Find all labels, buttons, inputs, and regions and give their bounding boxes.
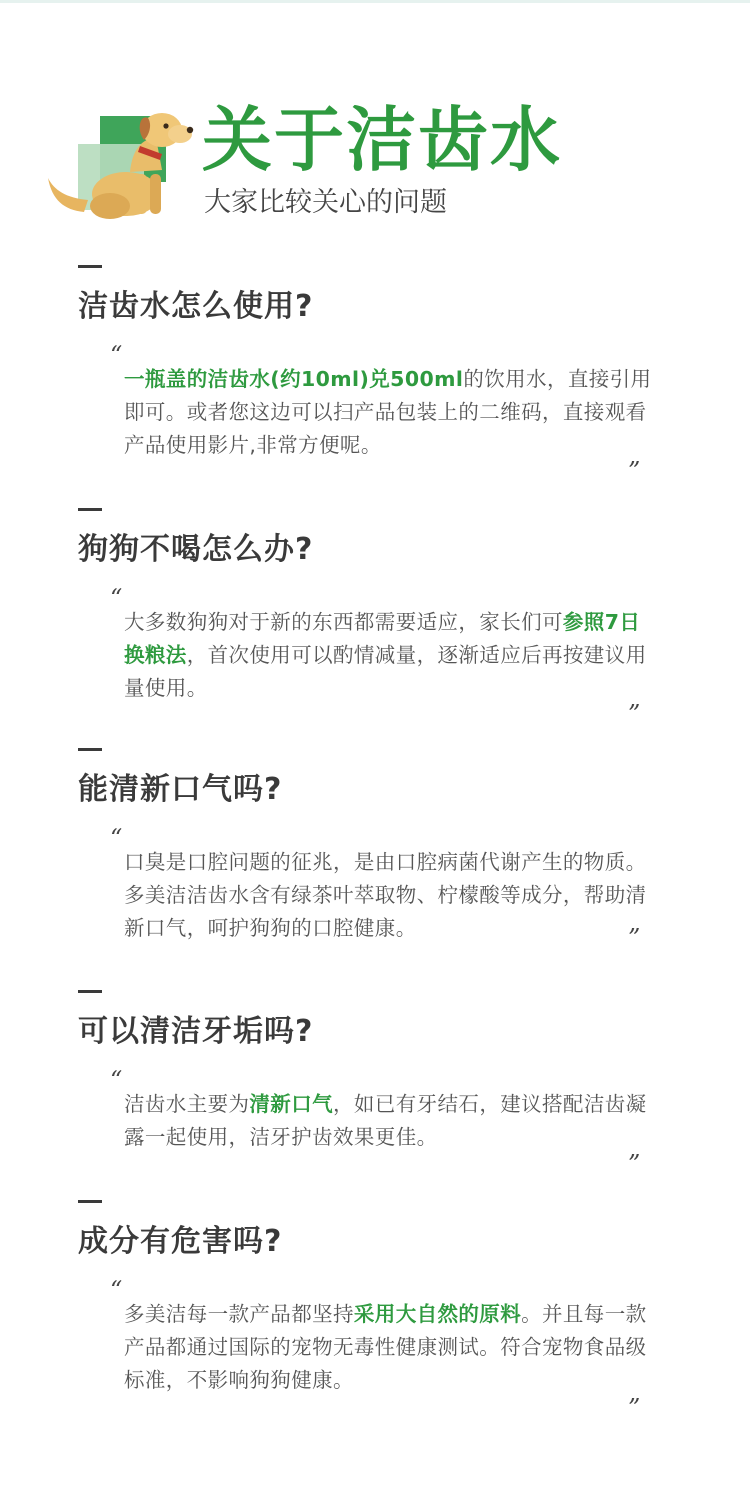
answer-text: 大多数狗狗对于新的东西都需要适应，家长们可	[124, 610, 563, 634]
answer-text: ，如已有牙结石，建议搭配洁齿凝露一起使用，洁牙护齿效果更佳。	[124, 1092, 647, 1149]
answer-highlight: 采用大自然的原料	[353, 1302, 522, 1326]
faq-question: 可以清洁牙垢吗?	[78, 1014, 314, 1049]
faq-item	[0, 508, 750, 733]
divider	[78, 508, 102, 511]
close-quote-icon: ”	[628, 1150, 641, 1178]
faq-answer	[124, 606, 654, 705]
faq-answer	[124, 1298, 654, 1397]
open-quote-icon: “	[110, 584, 123, 612]
answer-text: 口臭是口腔问题的征兆，是由口腔病菌代谢产生的物质。多美洁洁齿水含有绿茶叶萃取物、柠檬酸等成分，帮助清新口气，呵护狗狗的口腔健康。	[124, 850, 647, 940]
faq-answer	[124, 846, 654, 945]
faq-item	[0, 1200, 750, 1430]
faq-answer	[124, 1088, 654, 1154]
faq-item	[0, 265, 750, 490]
answer-highlight: 一瓶盖的洁齿水(约10ml)兑500ml	[124, 367, 464, 391]
faq-item	[0, 748, 750, 958]
divider	[78, 1200, 102, 1203]
faq-item	[0, 990, 750, 1180]
page-title: 关于洁齿水	[202, 99, 562, 181]
close-quote-icon: ”	[628, 457, 641, 485]
faq-question: 成分有危害吗?	[78, 1224, 283, 1259]
page-subtitle: 大家比较关心的问题	[204, 187, 447, 218]
close-quote-icon: ”	[628, 1394, 641, 1422]
faq-question: 洁齿水怎么使用?	[78, 289, 314, 324]
divider	[78, 748, 102, 751]
open-quote-icon: “	[110, 1066, 123, 1094]
open-quote-icon: “	[110, 341, 123, 369]
faq-question: 能清新口气吗?	[78, 772, 283, 807]
divider	[78, 265, 102, 268]
close-quote-icon: ”	[628, 924, 641, 952]
answer-text: ，首次使用可以酌情减量，逐渐适应后再按建议用量使用。	[124, 643, 647, 700]
divider	[78, 990, 102, 993]
answer-text: 。并且每一款产品都通过国际的宠物无毒性健康测试。符合宠物食品级标准，不影响狗狗健康。	[124, 1302, 647, 1392]
faq-answer	[124, 363, 654, 462]
close-quote-icon: ”	[628, 700, 641, 728]
dog-icon	[44, 100, 200, 225]
answer-text: 多美洁每一款产品都坚持	[124, 1302, 354, 1326]
faq-question: 狗狗不喝怎么办?	[78, 532, 314, 567]
open-quote-icon: “	[110, 1276, 123, 1304]
answer-highlight: 清新口气	[249, 1092, 334, 1116]
answer-text: 的饮用水，直接引用即可。或者您这边可以扫产品包装上的二维码，直接观看产品使用影片,非常方便呢。	[124, 367, 652, 457]
answer-highlight: 参照7日换粮法	[124, 610, 641, 667]
answer-text: 洁齿水主要为	[124, 1092, 250, 1116]
header	[0, 0, 750, 250]
open-quote-icon: “	[110, 824, 123, 852]
